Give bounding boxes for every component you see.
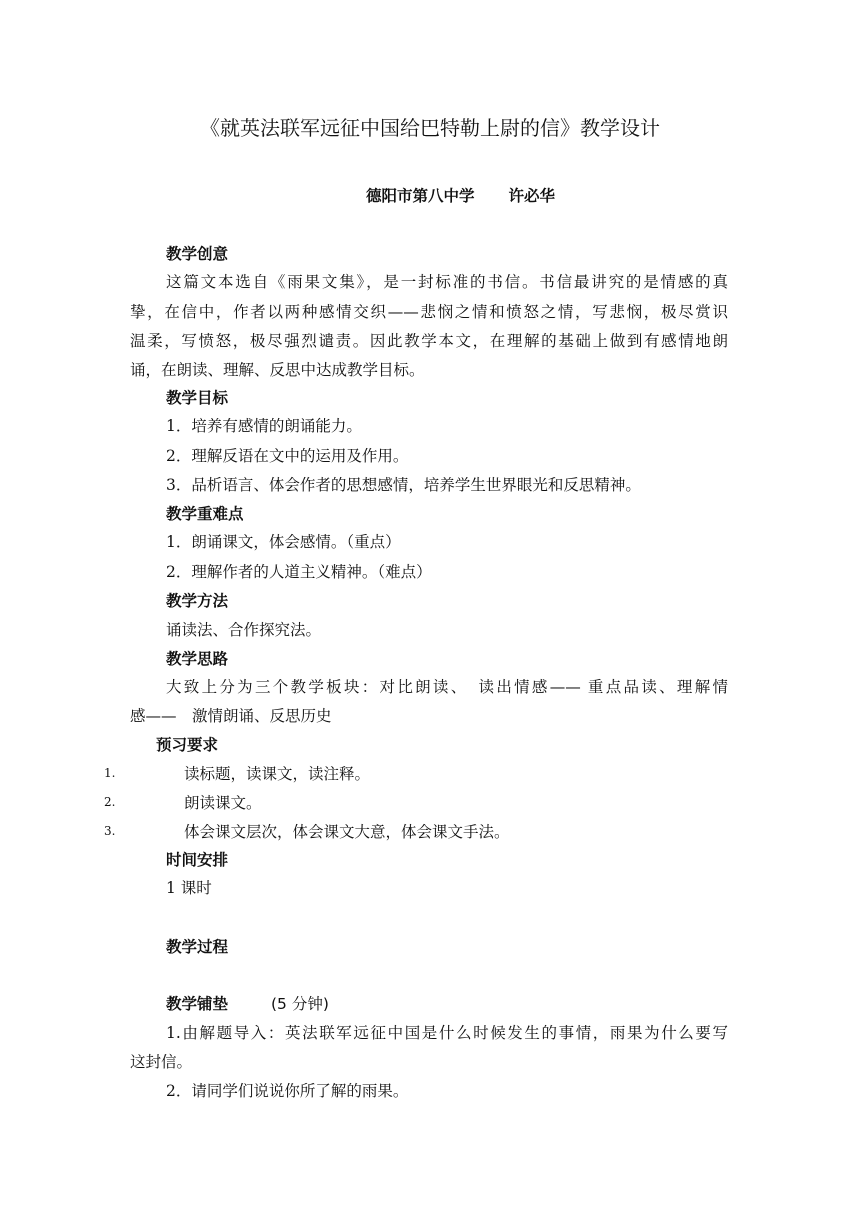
paragraph-line: 诵，在朗读、理解、反思中达成教学目标。: [130, 361, 425, 379]
intro-time: (5 分钟): [271, 995, 329, 1013]
list-number: 2.: [104, 795, 116, 809]
section-heading-key-points: 教学重难点: [166, 505, 244, 523]
list-item: 朗读课文。: [184, 794, 262, 812]
author-line: [366, 186, 555, 206]
paragraph-line: 诵读法、合作探究法。: [166, 621, 322, 639]
list-item: 2．理解作者的人道主义精神。（难点）: [166, 563, 432, 581]
section-heading-preview: 预习要求: [156, 736, 219, 754]
paragraph-line: 挚，在信中，作者以两种感情交织——悲悯之情和愤怒之情，写悲悯，极尽赏识: [130, 303, 728, 321]
list-item: 读标题，读课文，读注释。: [184, 765, 371, 783]
list-item: 体会课文层次，体会课文大意，体会课文手法。: [184, 823, 510, 841]
paragraph-line: 感—— 激情朗诵、反思历史: [130, 707, 332, 725]
section-heading-goals: 教学目标: [166, 389, 229, 407]
author-school: 德阳市第八中学: [366, 187, 475, 205]
list-number: 1.: [104, 766, 116, 780]
list-number: 3.: [104, 824, 116, 838]
section-heading-schedule: 时间安排: [166, 851, 229, 869]
section-heading-intro: 教学铺垫: [166, 995, 229, 1013]
paragraph-line: 这篇文本选自《雨果文集》，是一封标准的书信。书信最讲究的是情感的真: [166, 273, 728, 291]
section-heading-process: 教学过程: [166, 938, 229, 956]
paragraph-line: 大致上分为三个教学板块：对比朗读、 读出情感—— 重点品读、理解情: [166, 678, 728, 696]
section-heading-methods: 教学方法: [166, 592, 229, 610]
list-item: 3．品析语言、体会作者的思想感情，培养学生世界眼光和反思精神。: [166, 476, 641, 494]
section-heading-approach: 教学思路: [166, 650, 229, 668]
paragraph-line: 温柔，写愤怒，极尽强烈谴责。因此教学本文，在理解的基础上做到有感情地朗: [130, 332, 728, 350]
list-item: 1．朗诵课文，体会感情。（重点）: [166, 533, 401, 551]
section-heading-creativity: 教学创意: [166, 245, 229, 263]
list-item: 2．理解反语在文中的运用及作用。: [166, 447, 409, 465]
paragraph-line: 1 课时: [166, 879, 212, 897]
paragraph-line: 这封信。: [130, 1053, 193, 1071]
paragraph-line: 1.由解题导入：英法联军远征中国是什么时候发生的事情，雨果为什么要写: [166, 1024, 728, 1042]
list-item: 2．请同学们说说你所了解的雨果。: [166, 1082, 409, 1100]
page-title: 《就英法联军远征中国给巴特勒上尉的信》教学设计: [200, 116, 660, 140]
list-item: 1．培养有感情的朗诵能力。: [166, 417, 362, 435]
author-name: 许必华: [508, 187, 556, 205]
